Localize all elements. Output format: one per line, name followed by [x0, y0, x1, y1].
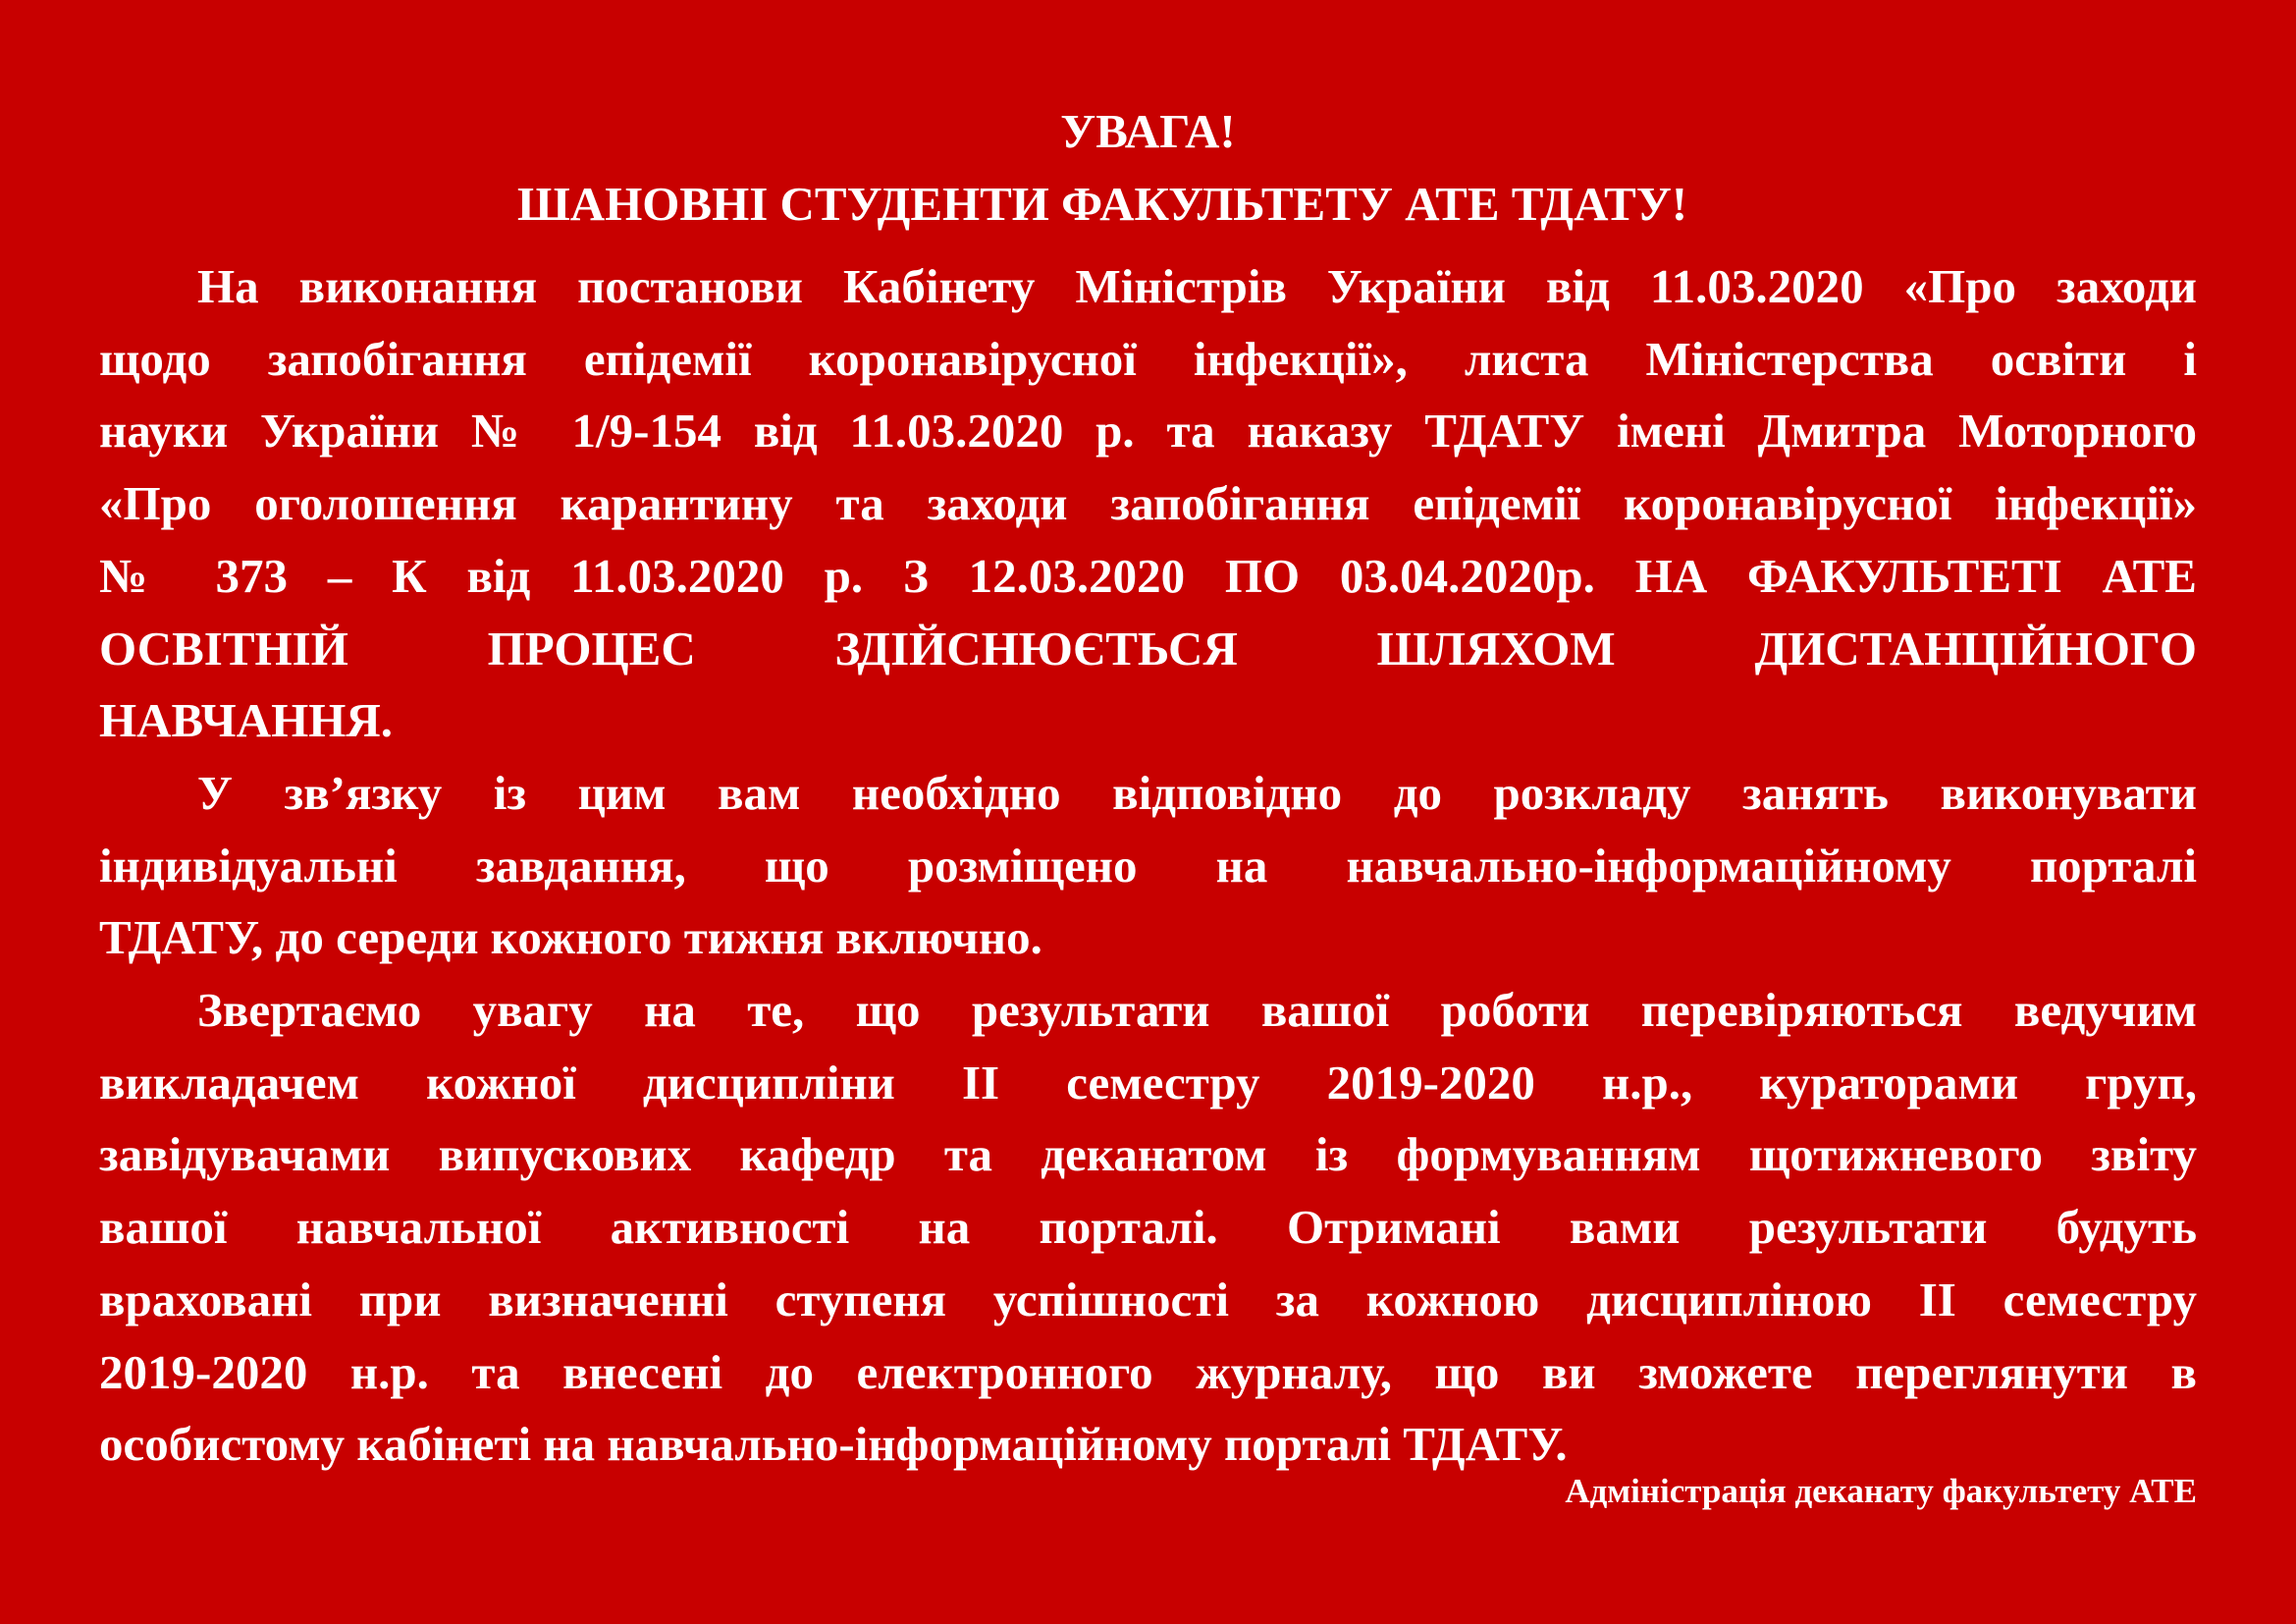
announcement-subtitle: ШАНОВНІ СТУДЕНТИ ФАКУЛЬТЕТУ АТЕ ТДАТУ! — [517, 177, 1688, 231]
paragraph-line: ОСВІТНІЙ ПРОЦЕС ЗДІЙСНЮЄТЬСЯ ШЛЯХОМ ДИСТАНЦІЙНОГО — [99, 621, 2197, 676]
paragraph-quarantine-order — [99, 250, 2197, 757]
paragraph-line: особистому кабінеті на навчально-інформаційному порталі ТДАТУ. — [99, 1417, 1568, 1472]
paragraph-evaluation — [99, 974, 2197, 1481]
paragraph-line: ТДАТУ, до середи кожного тижня включно. — [99, 910, 1042, 965]
paragraph-line: враховані при визначенні ступеня успішності за кожною дисципліною ІІ семестру — [99, 1272, 2197, 1326]
paragraph-line: науки України № 1/9-154 від 11.03.2020 р. та наказу ТДАТУ імені Дмитра Моторного — [99, 404, 2197, 459]
signature: Адміністрація деканату факультету АТЕ — [1565, 1472, 2197, 1510]
paragraph-line: викладачем кожної дисципліни ІІ семестру 2019-2020 н.р., кураторами груп, — [99, 1055, 2197, 1110]
paragraph-line: індивідуальні завдання, що розміщено на навчально-інформаційному порталі — [99, 838, 2197, 893]
paragraph-line: вашої навчальної активності на порталі. Отримані вами результати будуть — [99, 1200, 2197, 1255]
paragraph-line: № 373 – К від 11.03.2020 р. З 12.03.2020 ПО 03.04.2020р. НА ФАКУЛЬТЕТІ АТЕ — [99, 548, 2197, 603]
announcement-title: УВАГА! — [1060, 104, 1236, 158]
paragraph-assignments — [99, 757, 2197, 974]
paragraph-line: Звертаємо увагу на те, що результати вашої роботи перевіряються ведучим — [197, 983, 2197, 1038]
paragraph-line: завідувачами випускових кафедр та деканатом із формуванням щотижневого звіту — [99, 1127, 2197, 1182]
paragraph-line: НАВЧАННЯ. — [99, 693, 393, 748]
announcement-body — [99, 250, 2197, 1481]
paragraph-line: 2019-2020 н.р. та внесені до електронного журналу, що ви зможете переглянути в — [99, 1344, 2197, 1399]
paragraph-line: щодо запобігання епідемії коронавірусної інфекції», листа Міністерства освіти і — [99, 331, 2197, 386]
paragraph-line: На виконання постанови Кабінету Міністрів України від 11.03.2020 «Про заходи — [197, 259, 2197, 313]
paragraph-line: У зв’язку із цим вам необхідно відповідно до розкладу занять виконувати — [197, 765, 2197, 820]
paragraph-line: «Про оголошення карантину та заходи запобігання епідемії коронавірусної інфекції» — [99, 476, 2197, 531]
